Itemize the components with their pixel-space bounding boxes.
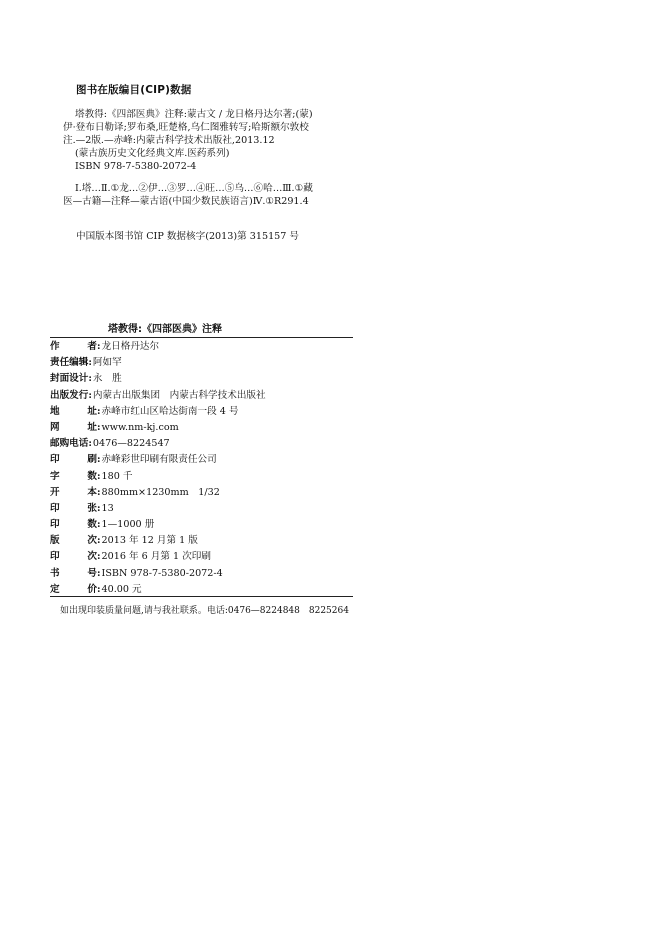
row-label: 版 次 (50, 535, 97, 547)
colophon-row-sheets: 印 张 : 13 (50, 501, 355, 517)
cip-description-line: (蒙古族历史文化经典文库.医药系列) (75, 148, 230, 159)
cip-description-line: ISBN 978-7-5380-2072-4 (75, 161, 197, 172)
colophon-row-isbn: 书 号 : ISBN 978-7-5380-2072-4 (50, 566, 355, 582)
row-label: 封面设计 (50, 373, 89, 385)
colophon-top-rule (50, 337, 353, 338)
colophon-row-author: 作 者 : 龙日格丹达尔 (50, 339, 355, 355)
colophon-row-editor: 责任编辑 : 阿如罕 (50, 355, 355, 371)
row-value: 880mm×1230mm 1/32 (101, 486, 220, 498)
row-label: 作 者 (50, 341, 97, 352)
row-value: 2013 年 12 月第 1 版 (101, 535, 198, 547)
colophon-row-word-count: 字 数 : 180 千 (50, 469, 355, 485)
cip-description (63, 108, 393, 173)
row-value: 赤峰市红山区哈达街南一段 4 号 (101, 405, 239, 417)
row-value: 永 胜 (92, 373, 122, 385)
quality-contact-note: 如出现印装质量问题,请与我社联系。电话:0476—8224848 8225264 (60, 606, 349, 616)
colophon-row-mail-order-phone: 邮购电话 : 0476—8224547 (50, 436, 355, 452)
colophon-row-impression: 印 次 : 2016 年 6 月第 1 次印刷 (50, 549, 355, 565)
colophon-bottom-rule (50, 596, 353, 597)
row-value: 40.00 元 (101, 583, 142, 595)
row-label: 印 次 (50, 551, 97, 563)
row-label: 地 址 (50, 405, 97, 417)
row-value: 13 (101, 502, 114, 514)
colophon-row-edition: 版 次 : 2013 年 12 月第 1 版 (50, 533, 355, 549)
colophon-row-address: 地 址 : 赤峰市红山区哈达街南一段 4 号 (50, 404, 355, 420)
row-label: 字 数 (50, 470, 97, 482)
colophon-row-printer: 印 刷 : 赤峰彩世印刷有限责任公司 (50, 452, 355, 468)
colophon-row-price: 定 价 : 40.00 元 (50, 582, 355, 598)
colophon-row-website: 网 址 : www.nm-kj.com (50, 420, 355, 436)
colophon-table (50, 339, 355, 598)
cip-data-number: 中国版本图书馆 CIP 数据核字(2013)第 315157 号 (76, 231, 300, 242)
row-label: 书 号 (50, 567, 97, 579)
colophon-row-print-run: 印 数 : 1—1000 册 (50, 517, 355, 533)
colophon-title: 塔教得:《四部医典》注释 (108, 324, 222, 335)
row-label: 网 址 (50, 421, 97, 433)
row-label: 印 刷 (50, 454, 97, 466)
row-value: 阿如罕 (92, 357, 122, 369)
row-value: 赤峰彩世印刷有限责任公司 (101, 454, 217, 466)
row-value: 2016 年 6 月第 1 次印刷 (101, 551, 211, 563)
row-value: 0476—8224547 (92, 438, 170, 450)
row-value: 龙日格丹达尔 (101, 341, 160, 352)
cip-description-line: 注.—2版.—赤峰:内蒙古科学技术出版社,2013.12 (63, 135, 275, 146)
row-value: ISBN 978-7-5380-2072-4 (101, 567, 223, 579)
row-value: 内蒙古出版集团 内蒙古科学技术出版社 (92, 389, 266, 401)
row-label: 责任编辑 (50, 357, 89, 369)
colophon-row-cover-design: 封面设计 : 永 胜 (50, 371, 355, 387)
cip-classification-line: 医—古籍—注释—蒙古语(中国少数民族语言)Ⅳ.①R291.4 (63, 196, 309, 207)
cip-classification (63, 182, 393, 208)
row-label: 印 张 (50, 502, 97, 514)
cip-classification-line: Ⅰ.塔…Ⅱ.①龙…②伊…③罗…④旺…⑤乌…⑥哈…Ⅲ.①藏 (75, 183, 313, 194)
row-value: www.nm-kj.com (101, 421, 179, 433)
colophon-row-publisher: 出版发行 : 内蒙古出版集团 内蒙古科学技术出版社 (50, 388, 355, 404)
row-value: 1—1000 册 (101, 519, 155, 531)
row-label: 出版发行 (50, 389, 89, 401)
cip-heading: 图书在版编目(CIP)数据 (76, 84, 192, 96)
row-label: 开 本 (50, 486, 97, 498)
colophon-row-format: 开 本 : 880mm×1230mm 1/32 (50, 485, 355, 501)
row-label: 印 数 (50, 519, 97, 531)
cip-description-line: 塔教得:《四部医典》注释:蒙古文 / 龙日格丹达尔著;(蒙) (75, 109, 313, 120)
row-label: 邮购电话 (50, 438, 89, 450)
row-label: 定 价 (50, 583, 97, 595)
row-value: 180 千 (101, 470, 133, 482)
cip-description-line: 伊·登布日勒译;罗布桑,旺楚格,乌仁图雅转写;哈斯额尔敦校 (63, 122, 309, 133)
